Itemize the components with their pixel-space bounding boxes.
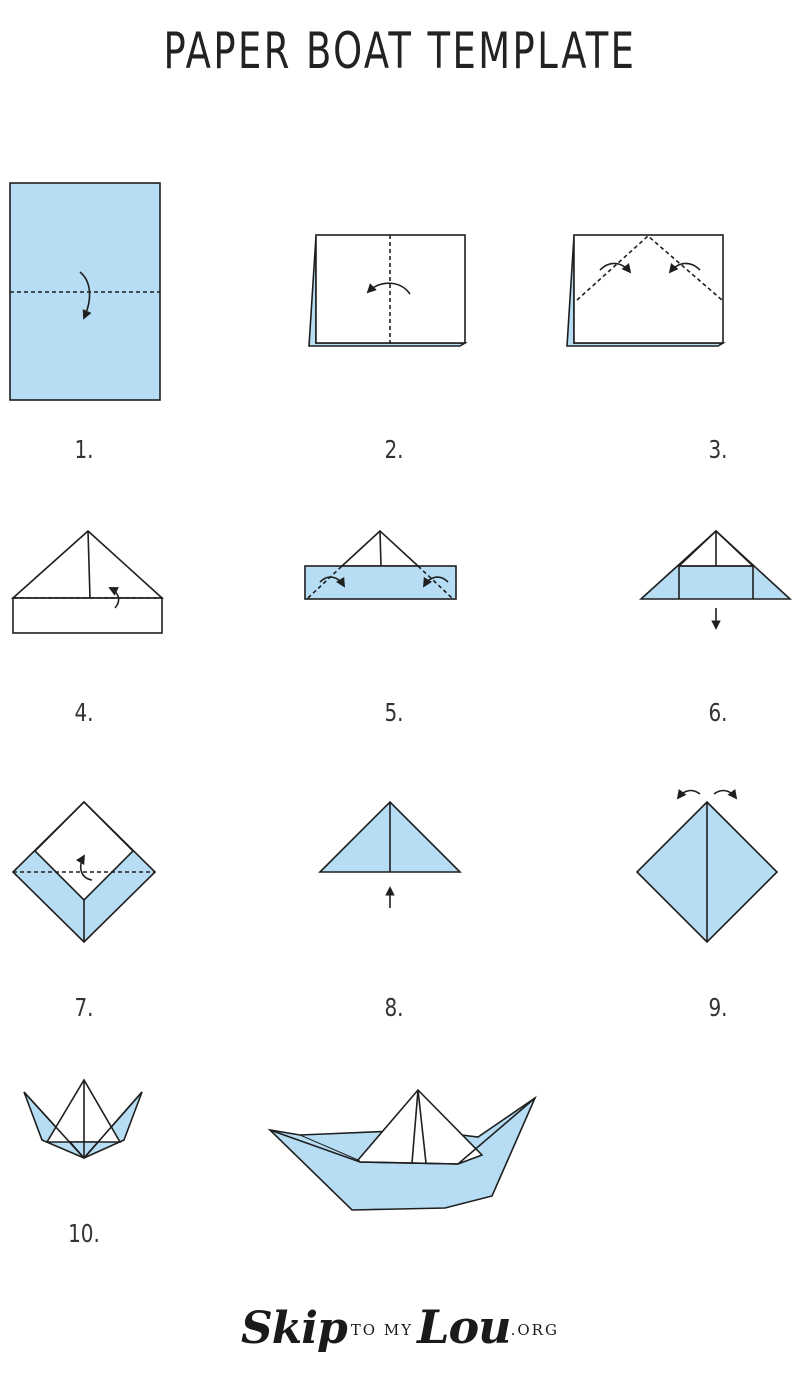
step-4-figure [13, 531, 162, 633]
step-2-figure [309, 235, 465, 346]
final-boat-figure [270, 1090, 535, 1210]
step-2-label: 2. [384, 435, 404, 464]
step-5-label: 5. [384, 698, 404, 727]
step-3-label: 3. [708, 435, 728, 464]
brand-logo [0, 1300, 800, 1354]
step-4-label: 4. [74, 698, 94, 727]
step-1-label: 1. [74, 435, 94, 464]
step-9-figure [637, 791, 777, 942]
step-8-figure [320, 802, 460, 908]
brand-lou: Lou [417, 1300, 511, 1354]
brand-skip: Skip [241, 1303, 347, 1354]
step-7-figure [13, 802, 155, 942]
step-10-figure [24, 1080, 142, 1158]
step-7-label: 7. [74, 993, 94, 1022]
step-6-figure [641, 531, 790, 628]
step-5-figure [305, 531, 456, 599]
step-6-label: 6. [708, 698, 728, 727]
step-8-label: 8. [384, 993, 404, 1022]
brand-org: .ORG [510, 1321, 559, 1339]
page-title: PAPER BOAT TEMPLATE [163, 22, 637, 80]
brand-to-my: TO MY [350, 1321, 414, 1339]
step-9-label: 9. [708, 993, 728, 1022]
step-3-figure [567, 235, 723, 346]
step-10-label: 10. [68, 1219, 100, 1248]
step-1-figure [10, 183, 160, 400]
